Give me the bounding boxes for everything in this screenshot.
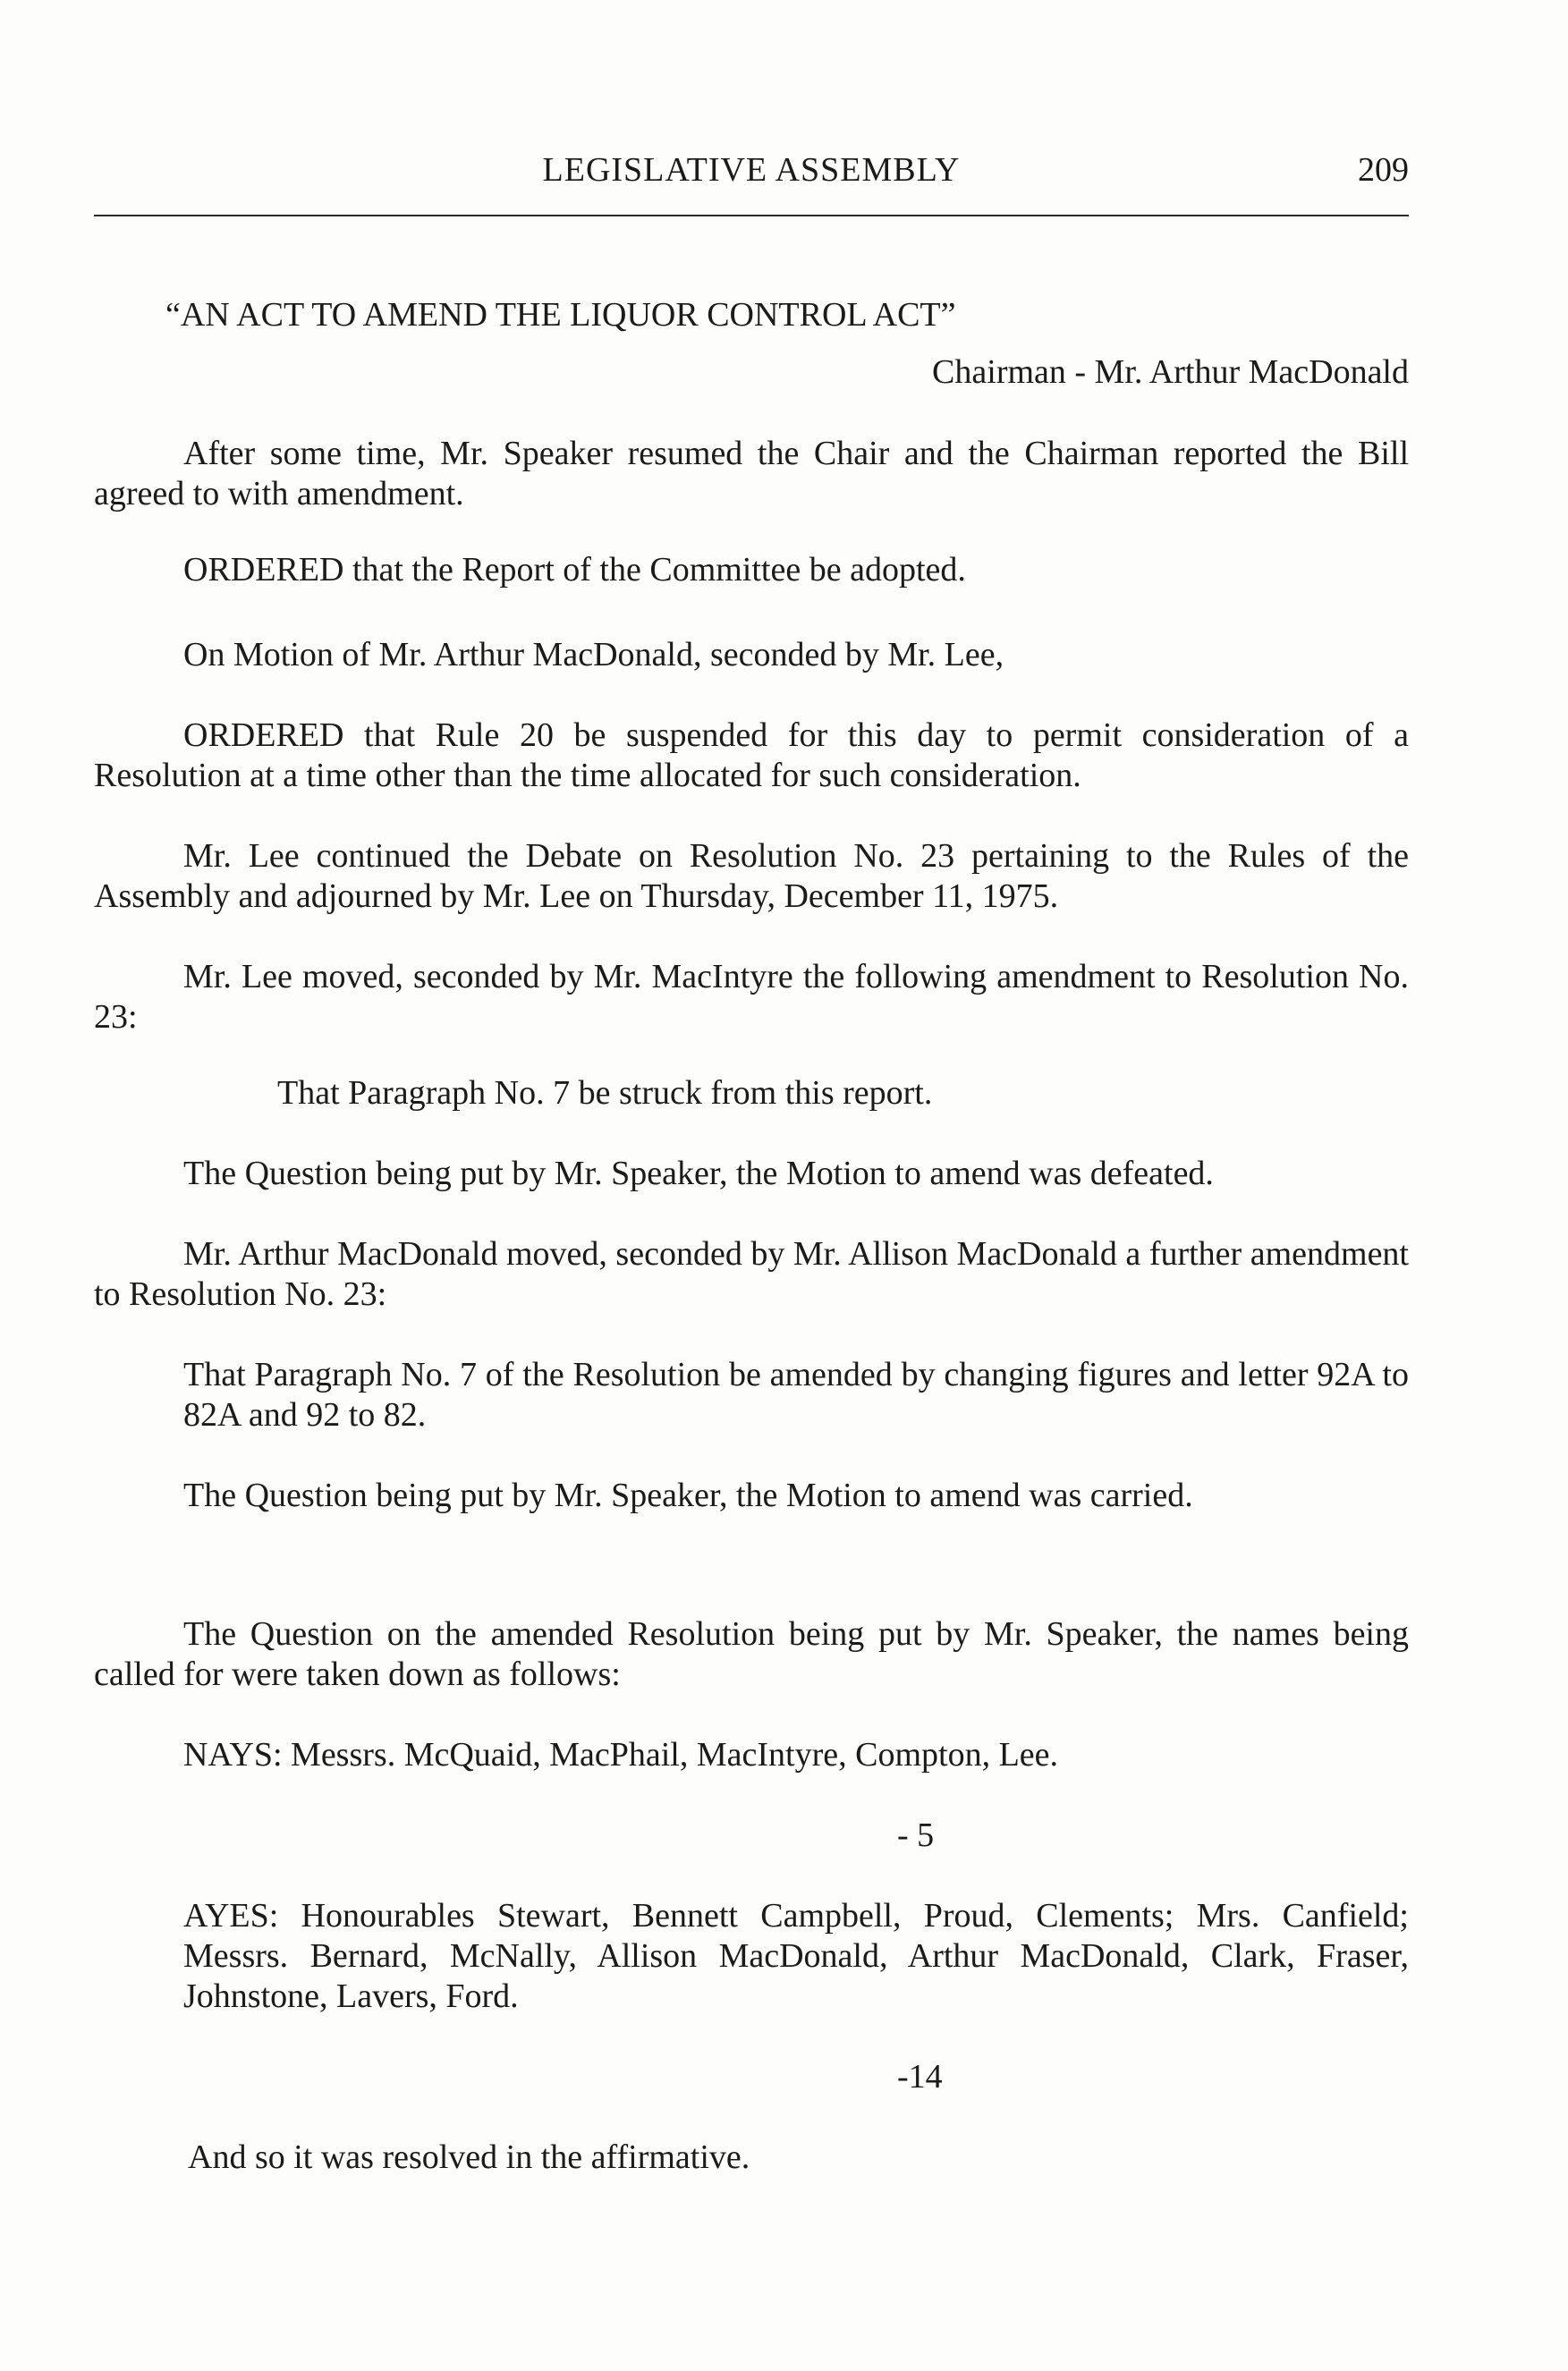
paragraph-amendment-defeated: The Question being put by Mr. Speaker, the Motion to amend was defeated. bbox=[183, 1155, 1214, 1192]
paragraph-motion: On Motion of Mr. Arthur MacDonald, seconded by Mr. Lee, bbox=[183, 636, 1004, 673]
ayes-count: -14 bbox=[897, 2058, 943, 2096]
paragraph-report-adopted: ORDERED that the Report of the Committee be adopted. bbox=[183, 551, 966, 589]
paragraph-question-put: The Question on the amended Resolution being put by Mr. Speaker, the names being called for were taken down as follows: bbox=[94, 1615, 1409, 1693]
paragraph-chair-resumed: After some time, Mr. Speaker resumed the Chair and the Chairman reported the Bill agreed to with amendment. bbox=[94, 435, 1409, 512]
nays-list: NAYS: Messrs. McQuaid, MacPhail, MacIntyre, Compton, Lee. bbox=[183, 1736, 1059, 1774]
paragraph-debate-continued: Mr. Lee continued the Debate on Resolution No. 23 pertaining to the Rules of the Assembly and adjourned by Mr. Lee on Thursday, December 11, 1975. bbox=[94, 837, 1409, 915]
bill-title: “AN ACT TO AMEND THE LIQUOR CONTROL ACT” bbox=[165, 296, 956, 334]
nays-count: - 5 bbox=[897, 1816, 935, 1854]
page-number: 209 bbox=[1358, 151, 1409, 189]
paragraph-rule-suspended: ORDERED that Rule 20 be suspended for this day to permit consideration of a Resolution at a time other than the time allocated for such consideration. bbox=[94, 716, 1409, 794]
paragraph-amendment-moved: Mr. Lee moved, seconded by Mr. MacIntyre the following amendment to Resolution No. 23: bbox=[94, 958, 1409, 1036]
ayes-list: AYES: Honourables Stewart, Bennett Campbell, Proud, Clements; Mrs. Canfield; Messrs. Bernard, McNally, Allison MacDonald, Arthur MacDonald, Clark, Fraser, Johnstone, Lavers, Ford. bbox=[183, 1897, 1409, 2015]
header-title: LEGISLATIVE ASSEMBLY bbox=[542, 151, 961, 189]
chairman-line: Chairman - Mr. Arthur MacDonald bbox=[932, 353, 1409, 391]
paragraph-further-amendment: Mr. Arthur MacDonald moved, seconded by Mr. Allison MacDonald a further amendment to Resolution No. 23: bbox=[94, 1235, 1409, 1313]
paragraph-resolved: And so it was resolved in the affirmative. bbox=[188, 2138, 750, 2176]
amendment-text-1: That Paragraph No. 7 be struck from this report. bbox=[277, 1074, 933, 1112]
amendment-text-2: That Paragraph No. 7 of the Resolution be amended by changing figures and letter 92A to 82A and 92 to 82. bbox=[183, 1356, 1409, 1434]
header-divider bbox=[94, 215, 1409, 216]
paragraph-amendment-carried: The Question being put by Mr. Speaker, the Motion to amend was carried. bbox=[183, 1477, 1193, 1514]
page-header bbox=[94, 150, 1409, 204]
